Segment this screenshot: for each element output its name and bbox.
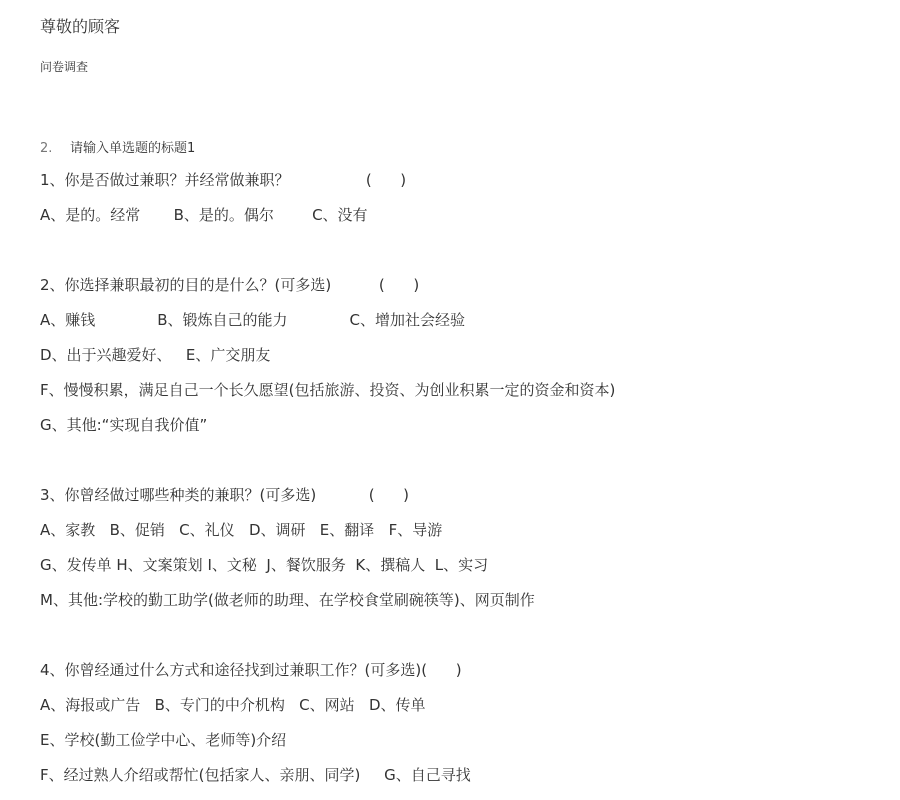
- section-title: [40, 137, 195, 156]
- question-4-options-row-3: F、经过熟人介绍或帮忙(包括家人、亲朋、同学) G、自己寻找: [40, 766, 471, 784]
- question-3-options-row-3: M、其他:学校的勤工助学(做老师的助理、在学校食堂刷碗筷等)、网页制作: [40, 591, 535, 609]
- question-2: 2、你选择兼职最初的目的是什么？(可多选) ( ): [40, 276, 420, 294]
- question-2-options-row-1: A、赚钱 B、锻炼自己的能力 C、增加社会经验: [40, 311, 465, 329]
- survey-subtitle: 问卷调查: [40, 60, 89, 74]
- question-3: 3、你曾经做过哪些种类的兼职？(可多选) ( ): [40, 486, 410, 504]
- question-1: 1、你是否做过兼职？并经常做兼职？ ( ): [40, 171, 407, 189]
- question-4-options-row-1: A、海报或广告 B、专门的中介机构 C、网站 D、传单: [40, 696, 426, 714]
- question-2-options-row-2: D、出于兴趣爱好、 E、广交朋友: [40, 346, 271, 364]
- question-3-options-row-1: A、家教 B、促销 C、礼仪 D、调研 E、翻译 F、导游: [40, 521, 443, 539]
- section-title-text: 请输入单选题的标题1: [70, 141, 196, 156]
- question-2-options-row-3: F、慢慢积累，满足自己一个长久愿望(包括旅游、投资、为创业积累一定的资金和资本): [40, 381, 616, 399]
- greeting-heading: 尊敬的顾客: [40, 17, 121, 36]
- question-4-options-row-2: E、学校(勤工俭学中心、老师等)介绍: [40, 731, 287, 749]
- question-4: 4、你曾经通过什么方式和途径找到过兼职工作？(可多选)( ): [40, 661, 462, 679]
- question-3-options-row-2: G、发传单 H、文案策划 I、文秘 J、餐饮服务 K、撰稿人 L、实习: [40, 556, 489, 574]
- question-2-options-row-4: G、其他:“实现自我价值”: [40, 416, 208, 434]
- question-1-options: A、是的。经常 B、是的。偶尔 C、没有: [40, 206, 368, 224]
- section-number: 2.: [40, 141, 53, 156]
